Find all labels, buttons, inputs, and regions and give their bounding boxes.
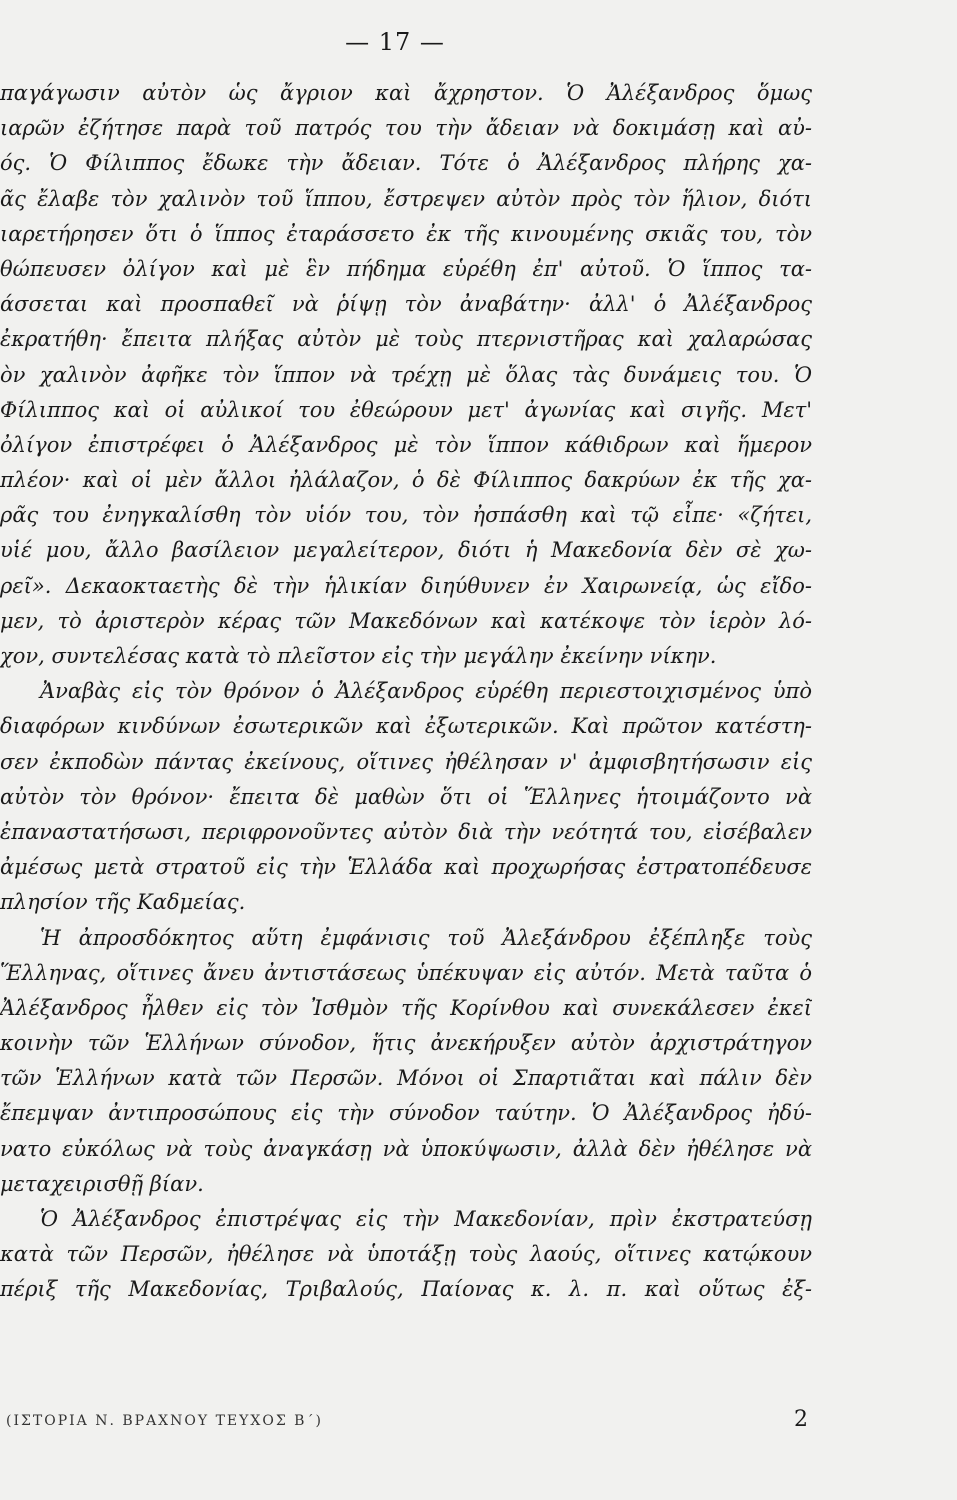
text-line: τῶν Ἑλλήνων κατὰ τῶν Περσῶν. Μόνοι οἱ Σπαρτιᾶται καὶ πάλιν δὲν — [0, 1066, 812, 1091]
text-line: χον, συντελέσας κατὰ τὸ πλεῖστον εἰς τὴν μεγάλην ἐκείνην νίκην. — [0, 644, 717, 668]
text-line: ρᾶς του ἐνηγκαλίσθη τὸν υἱόν του, τὸν ἠσπάσθη καὶ τῷ εἶπε· «ζήτει, — [0, 503, 812, 528]
text-line: παγάγωσιν αὐτὸν ὡς ἄγριον καὶ ἄχρηστον. Ὁ Ἀλέξανδρος ὅμως — [0, 81, 812, 105]
text-line: ιαρετήρησεν ὅτι ὁ ἵππος ἐταράσσετο ἐκ τῆς κινουμένης σκιᾶς του, τὸν — [0, 221, 812, 246]
text-line: αὐτὸν τὸν θρόνον· ἔπειτα δὲ μαθὼν ὅτι οἱ Ἕλληνες ἡτοιμάζοντο νὰ — [0, 784, 812, 809]
text-line: Ἀλέξανδρος ἦλθεν εἰς τὸν Ἰσθμὸν τῆς Κορίνθου καὶ συνεκάλεσεν ἐκεῖ — [0, 995, 812, 1020]
text-line: υἱέ μου, ἄλλο βασίλειον μεγαλείτερον, διότι ἡ Μακεδονία δὲν σὲ χω- — [0, 538, 812, 563]
text-line: διαφόρων κινδύνων ἐσωτερικῶν καὶ ἐξωτερικῶν. Καὶ πρῶτον κατέστη- — [0, 714, 812, 739]
printer-signature: (ΙΣΤΟΡΙΑ Ν. ΒΡΑΧΝΟΥ ΤΕΥΧΟΣ Β΄) — [6, 1413, 323, 1429]
text-line: ἀμέσως μετὰ στρατοῦ εἰς τὴν Ἑλλάδα καὶ προχωρήσας ἐστρατοπέδευσε — [0, 855, 812, 880]
text-line: Ἡ ἀπροσδόκητος αὕτη ἐμφάνισις τοῦ Ἀλεξάνδρου ἐξέπληξε τοὺς — [40, 925, 812, 950]
text-line: ἔπεμψαν ἀντιπροσώπους εἰς τὴν σύνοδον ταύτην. Ὁ Ἀλέξανδρος ἠδύ- — [0, 1101, 812, 1126]
text-line: Ὁ Ἀλέξανδρος ἐπιστρέψας εἰς τὴν Μακεδονίαν, πρὶν ἐκστρατεύσῃ — [40, 1207, 812, 1231]
text-line: Ἀναβὰς εἰς τὸν θρόνον ὁ Ἀλέξανδρος εὑρέθη περιεστοιχισμένος ὑπὸ — [40, 679, 812, 704]
text-line: κατὰ τῶν Περσῶν, ἠθέλησε νὰ ὑποτάξῃ τοὺς λαούς, οἵτινες κατῴκουν — [0, 1242, 812, 1267]
body-text — [0, 76, 812, 1308]
text-line: ρεῖ». Δεκαοκταετὴς δὲ τὴν ἡλικίαν διηύθυνεν ἐν Χαιρωνείᾳ, ὡς εἴδο- — [0, 573, 812, 598]
text-line: πέριξ τῆς Μακεδονίας, Τριβαλούς, Παίονας κ. λ. π. καὶ οὕτως ἐξ- — [0, 1277, 812, 1302]
text-line: θώπευσεν ὀλίγον καὶ μὲ ἓν πήδημα εὑρέθη ἐπ' αὐτοῦ. Ὁ ἵππος τα- — [0, 256, 812, 281]
sheet-number: 2 — [794, 1407, 808, 1432]
text-line: ᾶς ἔλαβε τὸν χαλινὸν τοῦ ἵππου, ἔστρεψεν αὐτὸν πρὸς τὸν ἥλιον, διότι — [0, 186, 812, 211]
text-line: ἐπαναστατήσωσι, περιφρονοῦντες αὐτὸν διὰ τὴν νεότητά του, εἰσέβαλεν — [0, 819, 812, 844]
text-line: ὀλίγον ἐπιστρέφει ὁ Ἀλέξανδρος μὲ τὸν ἵππον κάθιδρων καὶ ἥμερον — [0, 432, 812, 457]
text-line: μεν, τὸ ἀριστερὸν κέρας τῶν Μακεδόνων καὶ κατέκοψε τὸν ἱερὸν λό- — [0, 608, 812, 633]
text-line: ός. Ὁ Φίλιππος ἔδωκε τὴν ἄδειαν. Τότε ὁ Ἀλέξανδρος πλήρης χα- — [0, 151, 812, 176]
text-line: ιαρῶν ἐζήτησε παρὰ τοῦ πατρός του τὴν ἄδειαν νὰ δοκιμάσῃ καὶ αὐ- — [0, 116, 812, 141]
page-number: — 17 — — [345, 28, 445, 56]
text-line: άσσεται καὶ προσπαθεῖ νὰ ῥίψῃ τὸν ἀναβάτην· ἀλλ' ὁ Ἀλέξανδρος — [0, 292, 812, 317]
text-line: κοινὴν τῶν Ἑλλήνων σύνοδον, ἥτις ἀνεκήρυξεν αὐτὸν ἀρχιστράτηγον — [0, 1031, 812, 1056]
text-line: σεν ἐκποδὼν πάντας ἐκείνους, οἵτινες ἠθέλησαν ν' ἀμφισβητήσωσιν εἰς — [0, 749, 812, 774]
text-line: Φίλιππος καὶ οἱ αὐλικοί του ἐθεώρουν μετ' ἀγωνίας καὶ σιγῆς. Μετ' — [0, 397, 812, 422]
text-line: ὸν χαλινὸν ἀφῆκε τὸν ἵππον νὰ τρέχῃ μὲ ὅλας τὰς δυνάμεις του. Ὁ — [0, 362, 812, 387]
text-line: νατο εὐκόλως νὰ τοὺς ἀναγκάσῃ νὰ ὑποκύψωσιν, ἀλλὰ δὲν ἠθέλησε νὰ — [0, 1136, 812, 1161]
text-line: Ἕλληνας, οἵτινες ἄνευ ἀντιστάσεως ὑπέκυψαν εἰς αὐτόν. Μετὰ ταῦτα ὁ — [0, 960, 812, 985]
text-line: μεταχειρισθῇ βίαν. — [0, 1171, 204, 1196]
text-line: ἐκρατήθη· ἔπειτα πλήξας αὐτὸν μὲ τοὺς πτερνιστῆρας καὶ χαλαρώσας — [0, 327, 812, 352]
text-line: πλησίον τῆς Καδμείας. — [0, 890, 246, 915]
page-footer — [0, 1407, 820, 1447]
text-line: πλέον· καὶ οἱ μὲν ἄλλοι ἠλάλαζον, ὁ δὲ Φίλιππος δακρύων ἐκ τῆς χα- — [0, 468, 812, 493]
